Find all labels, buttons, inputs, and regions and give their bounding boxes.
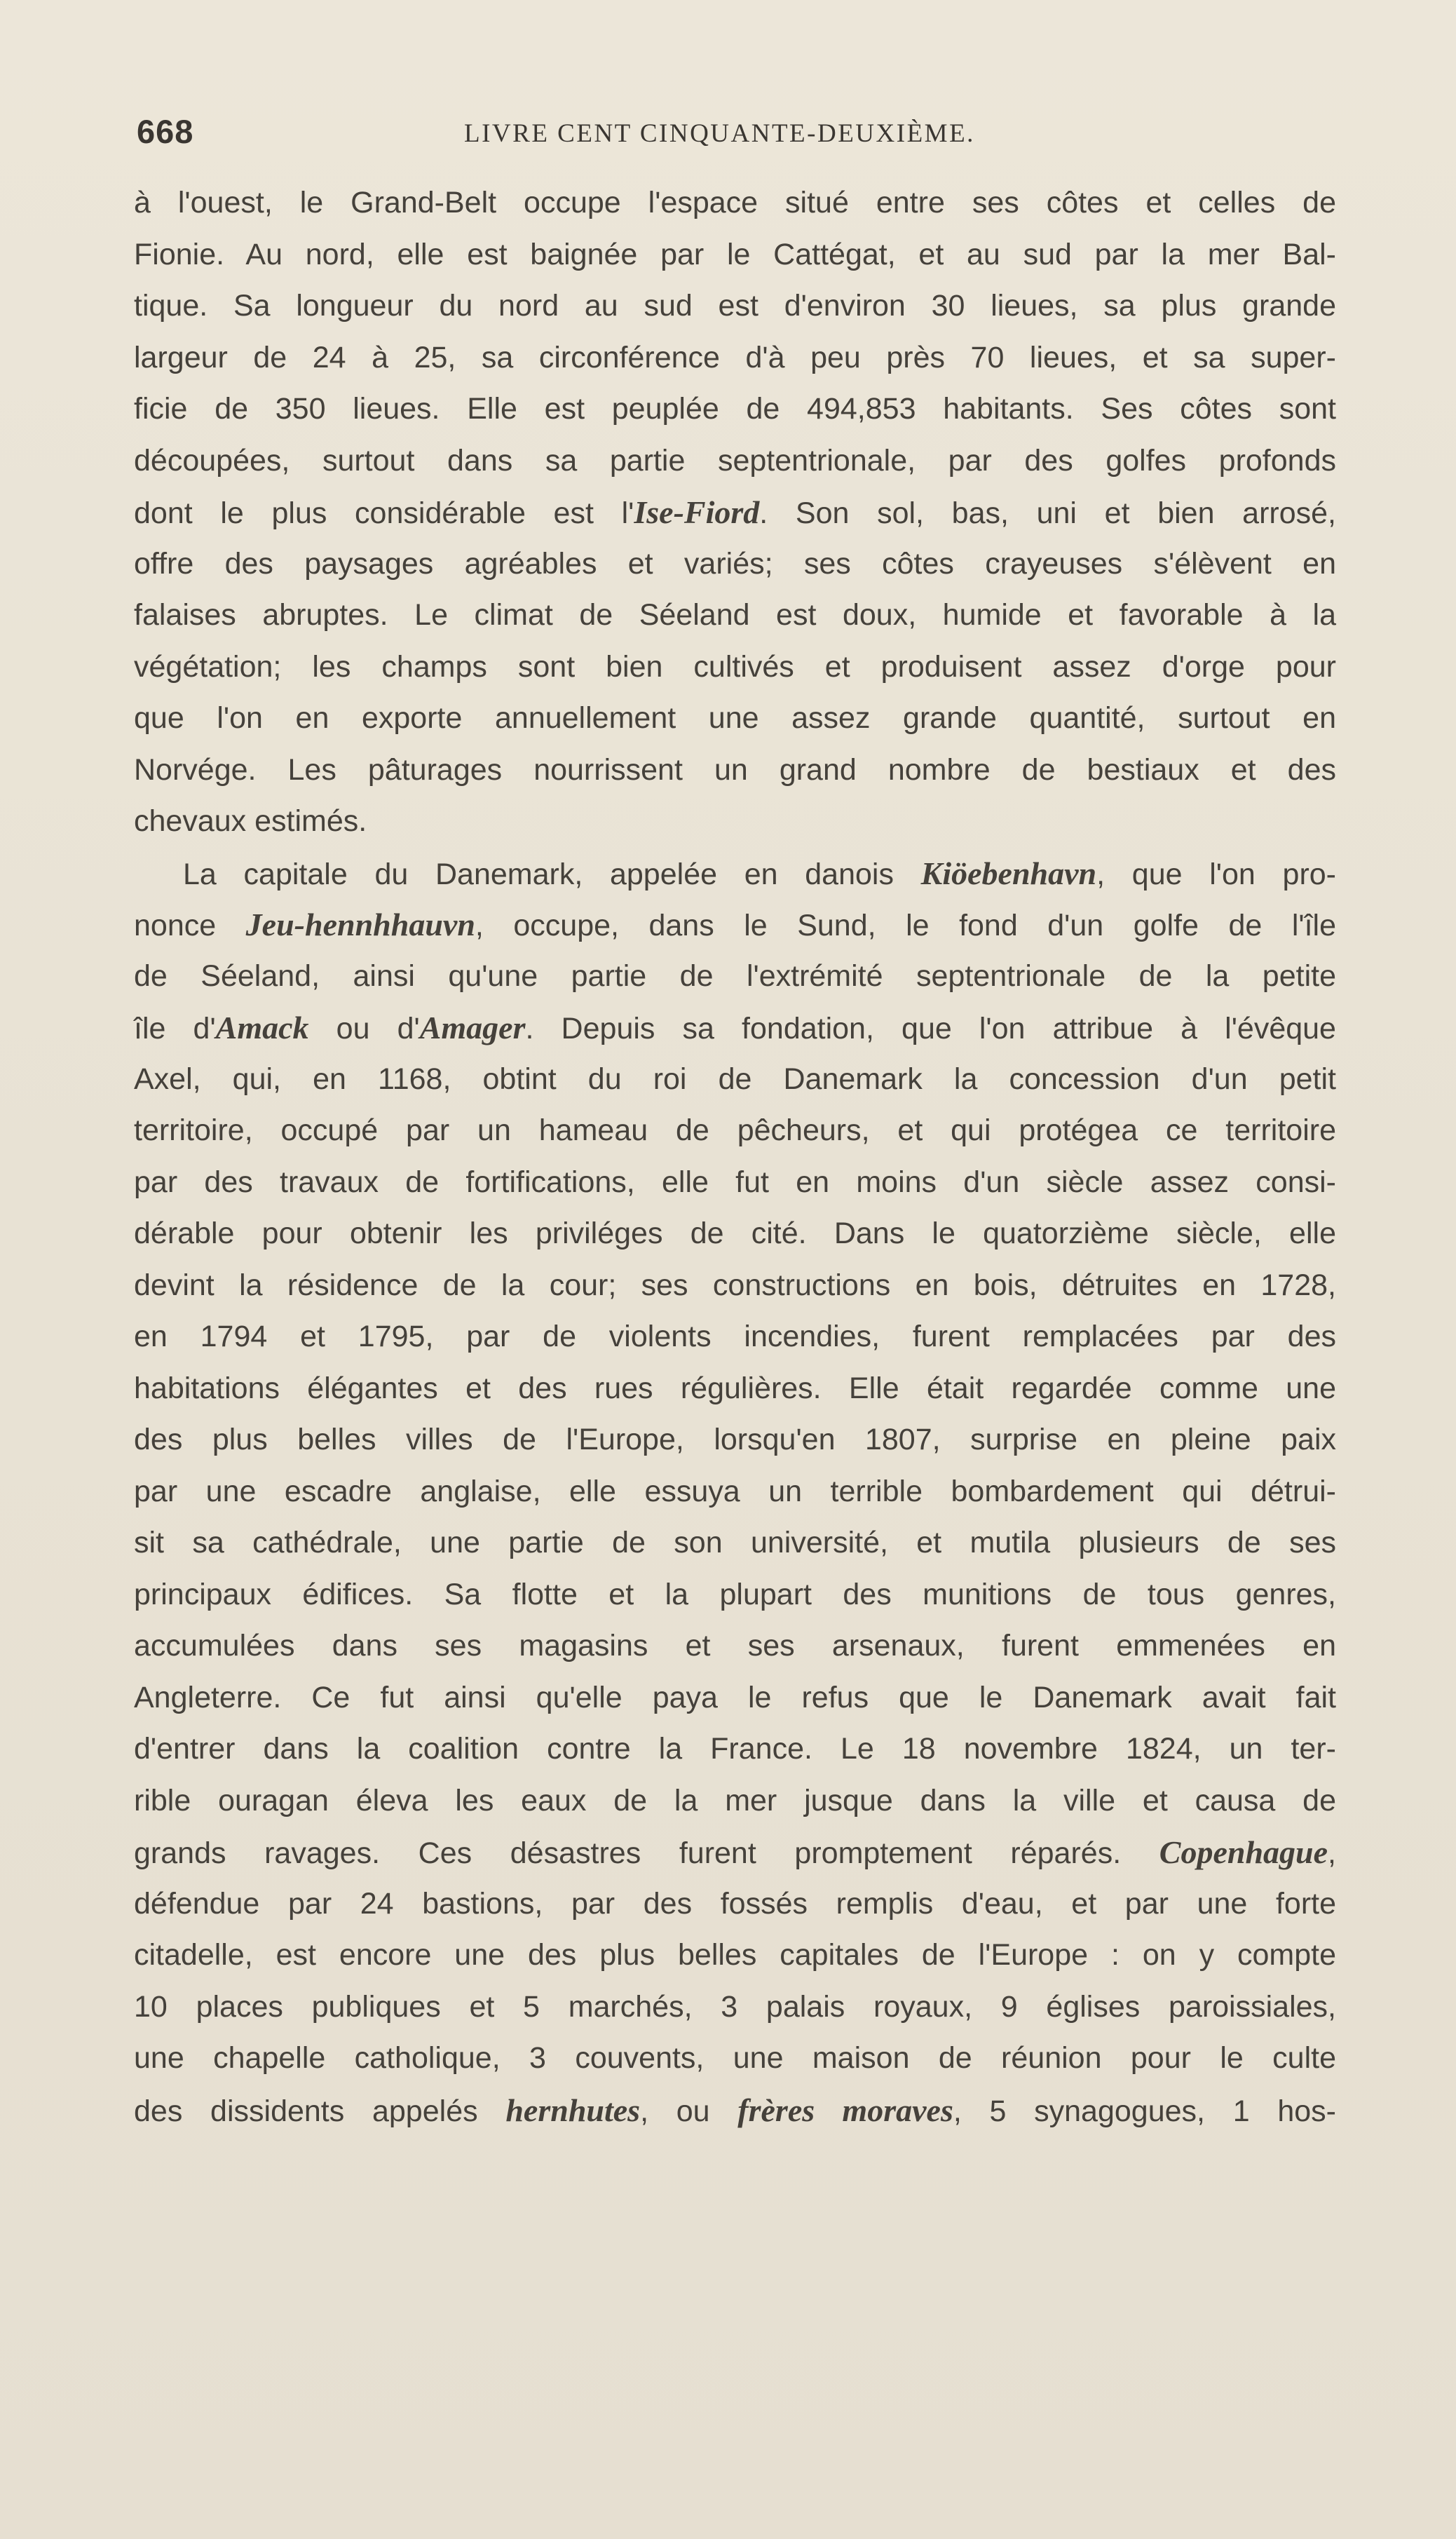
text-line xyxy=(134,745,1336,797)
text-line xyxy=(134,1311,1336,1363)
text-run: , que l'on pro- xyxy=(1096,857,1336,891)
page-number: 668 xyxy=(137,113,194,150)
text-run: Fionie. Au nord, elle est baignée par le Cattégat, et au sud par la mer Bal- xyxy=(134,237,1336,271)
text-line xyxy=(134,384,1336,435)
text-run: par des travaux de fortifications, elle fut en moins d'un siècle assez consi- xyxy=(134,1165,1336,1199)
text-run: sit sa cathédrale, une partie de son université, et mutila plusieurs de ses xyxy=(134,1526,1336,1559)
text-run: 10 places publiques et 5 marchés, 3 palais royaux, 9 églises paroissiales, xyxy=(134,1989,1336,2024)
text-run: d'entrer dans la coalition contre la France. Le 18 novembre 1824, un ter- xyxy=(134,1732,1336,1766)
text-line xyxy=(134,1260,1336,1312)
text-run: . Son sol, bas, uni et bien arrosé, xyxy=(759,496,1336,530)
body-text xyxy=(134,177,1336,2136)
text-run: devint la résidence de la cour; ses constructions en bois, détruites en 1728, xyxy=(134,1268,1336,1302)
text-run: île d' xyxy=(134,1012,216,1045)
text-line xyxy=(134,1878,1336,1930)
text-line xyxy=(134,899,1336,951)
text-line xyxy=(134,1569,1336,1621)
italic-term: Copenhague xyxy=(1159,1834,1328,1870)
text-line xyxy=(134,2033,1336,2085)
text-line xyxy=(134,1002,1336,1054)
text-run: chevaux estimés. xyxy=(134,804,367,838)
text-run: dérable pour obtenir les priviléges de cité. Dans le quatorzième siècle, elle xyxy=(134,1217,1336,1250)
text-run: offre des paysages agréables et variés; ses côtes crayeuses s'élèvent en xyxy=(134,546,1336,581)
text-line xyxy=(134,796,1336,848)
text-run: territoire, occupé par un hameau de pêcheurs, et qui protégea ce territoire xyxy=(134,1113,1336,1147)
text-run: principaux édifices. Sa flotte et la plupart des munitions de tous genres, xyxy=(134,1577,1336,1611)
text-line xyxy=(134,332,1336,384)
text-line xyxy=(134,177,1336,229)
text-line xyxy=(134,1982,1336,2033)
text-run: accumulées dans ses magasins et ses arsenaux, furent emmenées en xyxy=(134,1629,1336,1663)
text-line xyxy=(134,1517,1336,1569)
text-run: par une escadre anglaise, elle essuya un terrible bombardement qui détrui- xyxy=(134,1474,1336,1508)
text-line xyxy=(134,1620,1336,1672)
text-line xyxy=(134,229,1336,281)
text-line xyxy=(134,1466,1336,1518)
text-line xyxy=(134,1208,1336,1260)
text-line xyxy=(134,1105,1336,1157)
text-line xyxy=(134,693,1336,745)
text-line xyxy=(134,951,1336,1003)
text-line xyxy=(134,539,1336,590)
text-run: , occupe, dans le Sund, le fond d'un golfe de l'île xyxy=(475,909,1336,942)
text-run: grands ravages. Ces désastres furent promptement réparés. xyxy=(134,1836,1159,1870)
text-run: Norvége. Les pâturages nourrissent un grand nombre de bestiaux et des xyxy=(134,752,1336,787)
text-run: en 1794 et 1795, par de violents incendies, furent remplacées par des xyxy=(134,1320,1336,1353)
text-run: , xyxy=(1328,1836,1336,1870)
text-run: , ou xyxy=(640,2094,738,2128)
text-line xyxy=(134,1672,1336,1724)
text-line xyxy=(134,2085,1336,2137)
text-run: végétation; les champs sont bien cultivés et produisent assez d'orge pour xyxy=(134,649,1336,684)
text-run: défendue par 24 bastions, par des fossés remplis d'eau, et par une forte xyxy=(134,1886,1336,1921)
text-run: découpées, surtout dans sa partie septentrionale, par des golfes profonds xyxy=(134,443,1336,478)
text-line xyxy=(134,1054,1336,1106)
text-run: Angleterre. Ce fut ainsi qu'elle paya le refus que le Danemark avait fait xyxy=(134,1680,1336,1714)
text-run: dont le plus considérable est l' xyxy=(134,496,634,530)
text-run: tique. Sa longueur du nord au sud est d'environ 30 lieues, sa plus grande xyxy=(134,289,1336,323)
text-run: , 5 synagogues, 1 hos- xyxy=(953,2094,1336,2128)
text-line xyxy=(134,487,1336,539)
text-run: des plus belles villes de l'Europe, lorsqu'en 1807, surprise en pleine paix xyxy=(134,1423,1336,1456)
text-line xyxy=(134,590,1336,642)
italic-term: Amager xyxy=(419,1010,526,1045)
italic-term: Ise-Fiord xyxy=(634,494,760,530)
italic-term: Amack xyxy=(215,1010,309,1045)
text-line xyxy=(134,1930,1336,1982)
text-line xyxy=(134,1157,1336,1209)
text-run: de Séeland, ainsi qu'une partie de l'extrémité septentrionale de la petite xyxy=(134,959,1336,993)
text-run: une chapelle catholique, 3 couvents, une maison de réunion pour le culte xyxy=(134,2041,1336,2075)
text-run: rible ouragan éleva les eaux de la mer jusque dans la ville et causa de xyxy=(134,1783,1336,1817)
text-line xyxy=(134,1775,1336,1827)
text-run: La capitale du Danemark, appelée en danois xyxy=(183,857,921,891)
page-header xyxy=(137,111,1342,153)
text-line xyxy=(134,1363,1336,1415)
text-run: habitations élégantes et des rues régulières. Elle était regardée comme une xyxy=(134,1371,1336,1405)
text-line xyxy=(134,848,1336,900)
text-run: ficie de 350 lieues. Elle est peuplée de 494,853 habitants. Ses côtes sont xyxy=(134,392,1336,426)
text-run: citadelle, est encore une des plus belles capitales de l'Europe : on y compte xyxy=(134,1938,1336,1972)
running-head: LIVRE CENT CINQUANTE-DEUXIÈME. xyxy=(464,119,975,148)
text-run: des dissidents appelés xyxy=(134,2094,506,2128)
italic-term: Jeu-hennhhauvn xyxy=(245,907,475,942)
italic-term: hernhutes xyxy=(505,2092,641,2128)
text-run: nonce xyxy=(134,909,246,942)
italic-term: Kiöebenhavn xyxy=(920,855,1097,891)
text-run: largeur de 24 à 25, sa circonférence d'à peu près 70 lieues, et sa super- xyxy=(134,340,1336,374)
text-run: ou d' xyxy=(308,1012,420,1045)
text-line xyxy=(134,280,1336,332)
text-line xyxy=(134,642,1336,693)
text-run: que l'on en exporte annuellement une assez grande quantité, surtout en xyxy=(134,701,1336,735)
text-line xyxy=(134,1414,1336,1466)
text-line xyxy=(134,435,1336,487)
text-run: Axel, qui, en 1168, obtint du roi de Danemark la concession d'un petit xyxy=(134,1062,1336,1096)
text-run: falaises abruptes. Le climat de Séeland est doux, humide et favorable à la xyxy=(134,598,1336,632)
text-run: à l'ouest, le Grand-Belt occupe l'espace situé entre ses côtes et celles de xyxy=(134,186,1336,219)
italic-term: frères moraves xyxy=(737,2092,953,2128)
text-line xyxy=(134,1827,1336,1878)
text-run: . Depuis sa fondation, que l'on attribue à l'évêque xyxy=(525,1012,1336,1045)
text-line xyxy=(134,1724,1336,1775)
